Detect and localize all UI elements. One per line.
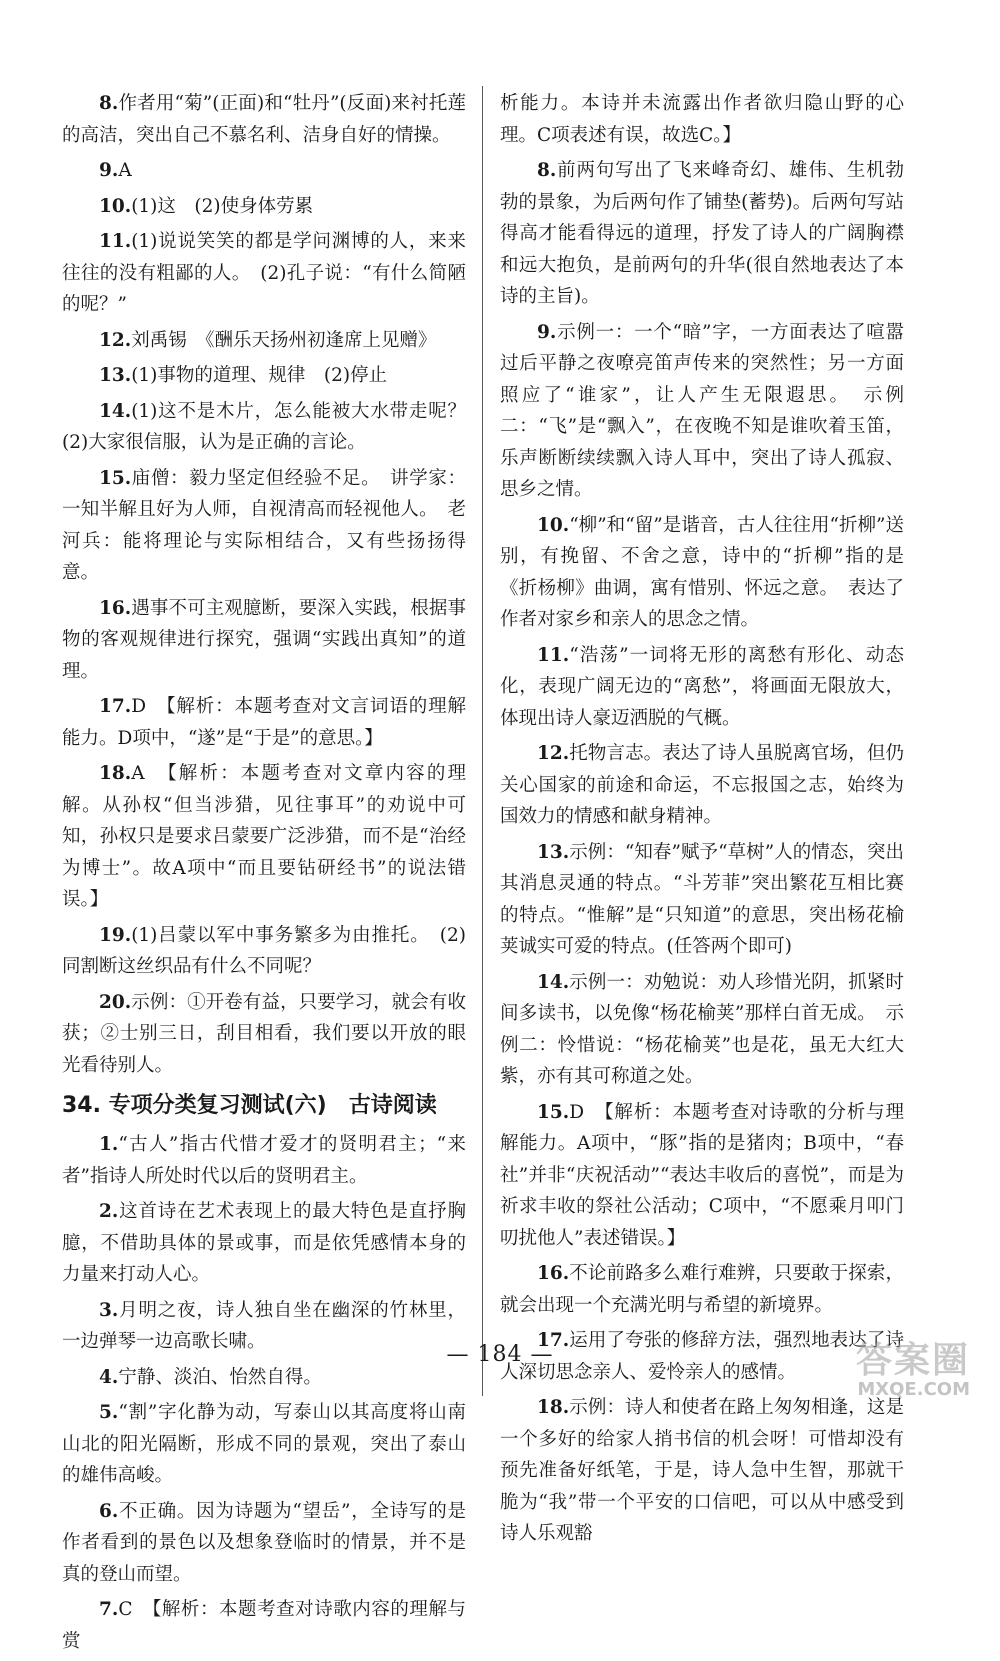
answer-item: [62, 1594, 466, 1657]
watermark-logo: [790, 1342, 970, 1402]
item-text: 托物言志。表达了诗人虽脱离官场，但仍关心国家的前途和命运，不忘报国之志，始终为国效力的情感和献身精神。: [500, 743, 904, 827]
item-text: A: [118, 160, 132, 181]
item-number: 16.: [99, 597, 132, 619]
item-number: 20.: [99, 991, 132, 1013]
answer-item: [62, 360, 466, 392]
answer-item: [62, 325, 466, 357]
item-number: 9.: [99, 160, 119, 181]
answer-item: [500, 967, 904, 1093]
answer-item: [500, 317, 904, 506]
item-text: 遇事不可主观臆断，要深入实践，根据事物的客观规律进行探究，强调“实践出真知”的道理。: [62, 597, 466, 682]
item-text: “古人”指古代惜才爱才的贤明君主；“来者”指诗人所处时代以后的贤明君主。: [62, 1134, 466, 1187]
item-number: 12.: [537, 743, 570, 764]
item-number: 3.: [99, 1299, 119, 1321]
item-number: 10.: [537, 514, 570, 536]
item-number: 7.: [99, 1599, 119, 1620]
watermark-url: MXQE.COM: [857, 1379, 970, 1400]
item-text: 示例：①开卷有益，只要学习，就会有收获；②士别三日，刮目相看，我们要以开放的眼光看待别人。: [62, 991, 466, 1076]
column-divider: [482, 86, 483, 1396]
item-number: 2.: [99, 1201, 119, 1222]
section-title: 34. 专项分类复习测试(六) 古诗阅读: [62, 1093, 437, 1118]
item-text: 刘禹锡 《酬乐天扬州初逢席上见赠》: [131, 329, 437, 351]
item-number: 10.: [99, 195, 132, 217]
continued-paragraph: 析能力。本诗并未流露出作者欲归隐山野的心理。C项表述有误，故选C。】: [500, 93, 904, 146]
item-text: (1)吕蒙以军中事务繁多为由推托。 (2)同割断这丝织品有什么不同呢？: [62, 924, 466, 977]
item-number: 11.: [537, 644, 570, 666]
item-text: (1)这不是木片，怎么能被大水带走呢？(2)大家很信服，认为是正确的言论。: [62, 400, 466, 453]
item-number: 15.: [537, 1101, 570, 1123]
page-number: — 184 —: [446, 1342, 554, 1367]
item-number: 8.: [99, 93, 119, 114]
answer-item: [62, 758, 466, 916]
answer-item: [62, 1129, 466, 1192]
answer-item: [62, 987, 466, 1082]
answer-item: [500, 1097, 904, 1255]
item-number: 15.: [99, 467, 132, 489]
item-text: 不正确。因为诗题为“望岳”，全诗写的是作者看到的景色以及想象登临时的情景，并不是真的登山而望。: [62, 1500, 466, 1585]
item-number: 18.: [99, 763, 132, 784]
item-text: 示例：诗人和使者在路上匆匆相逢，这是一个多好的给家人捎书信的机会呀！可惜却没有预先准备好纸笔，于是，诗人急中生智，那就干脆为“我”带一个平安的口信吧，可以从中感受到诗人乐观豁: [500, 1397, 904, 1544]
answer-item: [500, 738, 904, 833]
item-number: 9.: [537, 321, 557, 343]
item-number: 13.: [99, 365, 132, 386]
item-text: D 【解析：本题考查对诗歌的分析与理解能力。A项中，“豚”指的是猪肉；B项中，“春社”并非“庆祝活动”“表达丰收后的喜悦”，而是为祈求丰收的祭社公活动；C项中，“不愿乘月叩门叨扰他人”表述错误。】: [500, 1101, 904, 1249]
answer-item: [62, 191, 466, 223]
answer-item: [62, 226, 466, 321]
item-text: “浩荡”一词将无形的离愁有形化、动态化，表现广阔无边的“离愁”，将画面无限放大，体现出诗人豪迈洒脱的气概。: [500, 644, 904, 729]
answer-item: [500, 837, 904, 963]
item-number: 14.: [99, 400, 132, 422]
item-number: 17.: [537, 1330, 570, 1351]
item-text: 庙僧：毅力坚定但经验不足。 讲学家：一知半解且好为人师，自视清高而轻视他人。 老河兵：能将理论与实际相结合，又有些扬扬得意。: [62, 467, 466, 583]
item-text: A 【解析：本题考查对文章内容的理解。从孙权“但当涉猎，见往事耳”的劝说中可知，孙权只是要求吕蒙要广泛涉猎，而不是“治经为博士”。故A项中“而且要钻研经书”的说法错误。】: [62, 763, 466, 910]
watermark-logo-text: 答案圈: [855, 1340, 970, 1381]
item-number: 5.: [99, 1402, 119, 1423]
right-column: [500, 88, 904, 1554]
answer-item: [500, 1258, 904, 1321]
item-number: 14.: [537, 971, 570, 993]
answer-item: [500, 510, 904, 636]
item-number: 8.: [537, 160, 557, 181]
answer-item: [62, 463, 466, 589]
answer-item: [62, 920, 466, 983]
item-text: 示例：“知春”赋予“草树”人的情态，突出其消息灵通的特点。“斗芳菲”突出繁花互相比赛的特点。“惟解”是“只知道”的意思，突出杨花榆荚诚实可爱的特点。(任答两个即可): [500, 841, 904, 957]
item-text: D 【解析：本题考查对文言词语的理解能力。D项中，“遂”是“于是”的意思。】: [62, 696, 466, 749]
item-number: 18.: [537, 1397, 570, 1418]
left-column: [62, 88, 466, 1661]
item-text: 示例一：一个“暗”字，一方面表达了喧嚣过后平静之夜嘹亮笛声传来的突然性；另一方面照应了“谁家”，让人产生无限遐思。 示例二：“飞”是“飘入”，在夜晚不知是谁吹着玉笛，乐声断断续续飘入诗人耳中，突出了诗人孤寂、思乡之情。: [500, 321, 904, 500]
item-text: 作者用“菊”(正面)和“牡丹”(反面)来衬托莲的高洁，突出自己不慕名利、洁身自好的情操。: [62, 93, 466, 146]
item-text: 运用了夸张的修辞方法，强烈地表达了诗人深切思念亲人、爱怜亲人的感情。: [500, 1330, 904, 1383]
answer-item: [500, 1392, 904, 1550]
item-number: 13.: [537, 841, 570, 863]
item-number: 19.: [99, 924, 132, 946]
answer-item: [62, 396, 466, 459]
item-text: 不论前路多么难行难辨，只要敢于探索，就会出现一个充满光明与希望的新境界。: [500, 1263, 904, 1316]
answer-item: [62, 1496, 466, 1591]
item-text: 前两句写出了飞来峰奇幻、雄伟、生机勃勃的景象，为后两句作了铺垫(蓄势)。后两句写站得高才能看得远的道理，抒发了诗人的广阔胸襟和远大抱负，是前两句的升华(很自然地表达了本诗的主旨)。: [500, 160, 904, 307]
item-text: (1)说说笑笑的都是学问渊博的人，来来往往的没有粗鄙的人。 (2)孔子说：“有什么简陋的呢？”: [62, 231, 466, 315]
answer-item: [62, 155, 466, 187]
item-number: 16.: [537, 1263, 570, 1284]
answer-item: [62, 593, 466, 688]
answer-item: [62, 691, 466, 754]
answer-item: [500, 155, 904, 313]
item-number: 4.: [99, 1366, 119, 1388]
item-text: 月明之夜，诗人独自坐在幽深的竹林里，一边弹琴一边高歌长啸。: [62, 1299, 466, 1352]
item-text: (1)事物的道理、规律 (2)停止: [131, 365, 388, 386]
item-text: C 【解析：本题考查对诗歌内容的理解与赏: [62, 1599, 466, 1652]
answer-item: [62, 1397, 466, 1492]
item-number: 1.: [99, 1134, 119, 1155]
answer-item: [62, 88, 466, 151]
item-text: “割”字化静为动，写泰山以其高度将山南山北的阳光隔断，形成不同的景观，突出了泰山的雄伟高峻。: [62, 1402, 466, 1486]
item-number: 17.: [99, 696, 132, 717]
item-text: (1)这 (2)使身体劳累: [131, 195, 314, 217]
item-text: 示例一：劝勉说：劝人珍惜光阴，抓紧时间多读书，以免像“杨花榆荚”那样白首无成。 示例二：怜惜说：“杨花榆荚”也是花，虽无大红大紫，亦有其可称道之处。: [500, 971, 904, 1087]
item-text: 宁静、淡泊、怡然自得。: [118, 1366, 322, 1388]
item-text: 这首诗在艺术表现上的最大特色是直抒胸臆，不借助具体的景或事，而是依凭感情本身的力量来打动人心。: [62, 1201, 466, 1285]
item-text: “柳”和“留”是谐音，古人往往用“折柳”送别，有挽留、不舍之意，诗中的“折柳”指的是《折杨柳》曲调，寓有惜别、怀远之意。 表达了作者对家乡和亲人的思念之情。: [500, 514, 904, 630]
answer-item: [500, 640, 904, 735]
item-number: 12.: [99, 329, 132, 351]
answer-item: [62, 1196, 466, 1291]
item-number: 11.: [99, 231, 132, 252]
item-number: 6.: [99, 1500, 119, 1522]
